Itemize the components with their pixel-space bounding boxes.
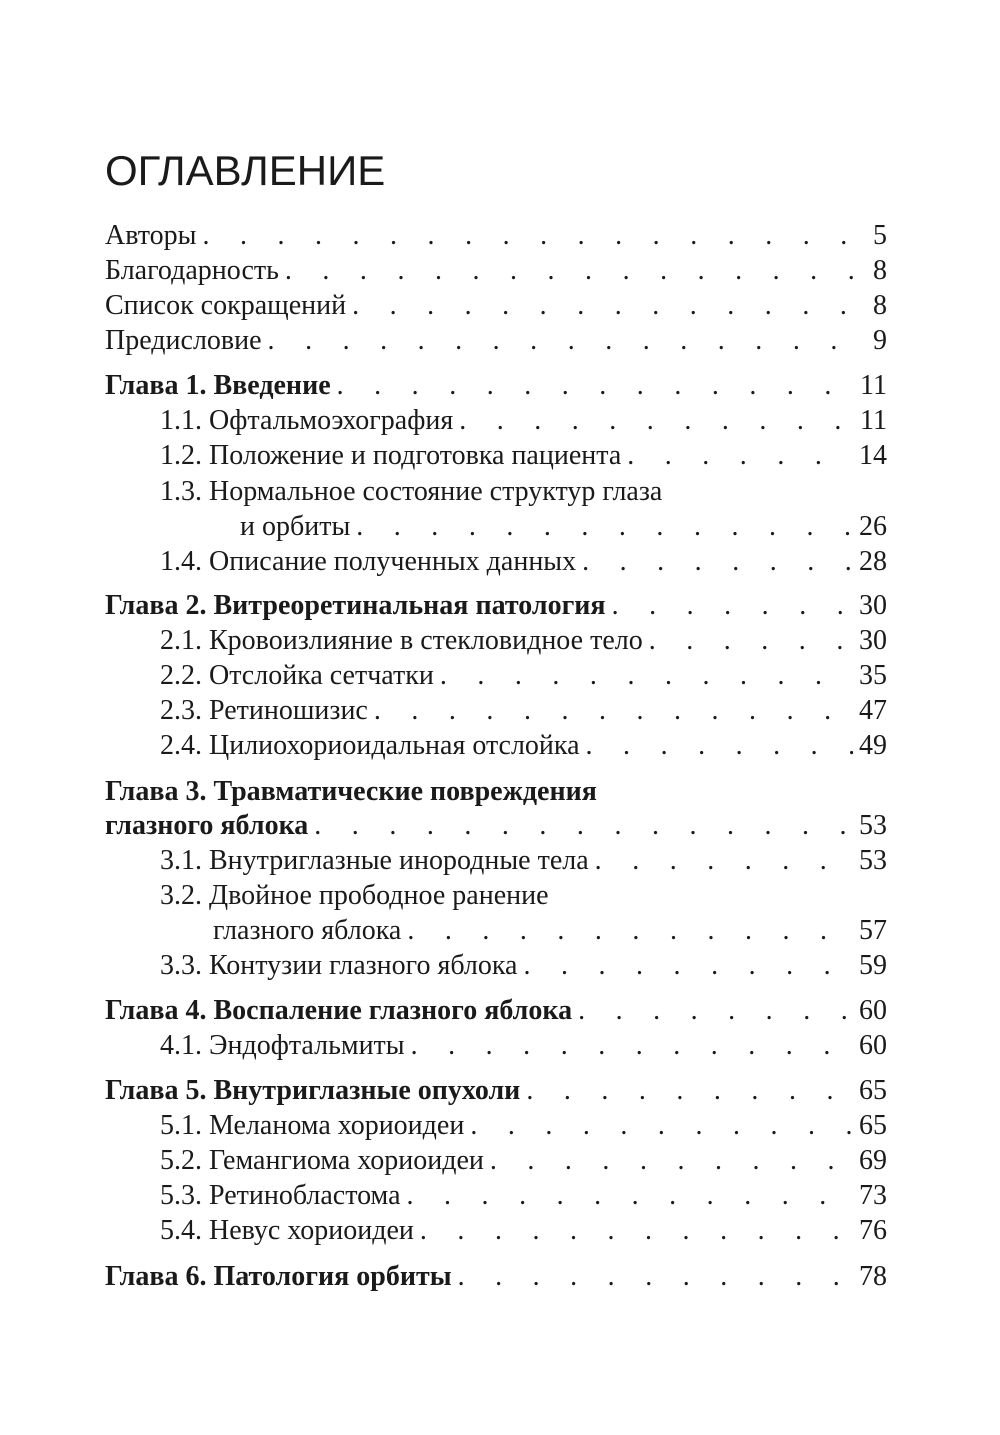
dot-leader bbox=[268, 323, 867, 359]
dot-leader bbox=[586, 728, 853, 764]
chapter-label-cont: глазного яблока bbox=[105, 810, 309, 841]
dot-leader bbox=[440, 658, 853, 694]
dot-leader bbox=[523, 948, 853, 984]
section-label-cont: и орбиты bbox=[240, 511, 351, 542]
section-label: 5.3. Ретинобластома bbox=[160, 1180, 401, 1211]
dot-leader bbox=[470, 1108, 853, 1144]
entry-page: 65 bbox=[859, 1075, 887, 1106]
dot-leader bbox=[612, 588, 853, 624]
entry-page: 69 bbox=[859, 1145, 887, 1176]
toc-entry-acknowledgements[interactable] bbox=[0, 253, 1000, 289]
entry-page: 78 bbox=[859, 1261, 887, 1292]
toc-section-5-4[interactable] bbox=[0, 1213, 1000, 1249]
section-label: 3.1. Внутриглазные инородные тела bbox=[160, 845, 589, 876]
toc-section-1-3-cont[interactable] bbox=[0, 509, 1000, 545]
dot-leader bbox=[526, 1073, 853, 1109]
dot-leader bbox=[314, 808, 853, 844]
section-label: 1.1. Офтальмоэхография bbox=[160, 405, 454, 436]
dot-leader bbox=[407, 913, 853, 949]
entry-page: 59 bbox=[859, 950, 887, 981]
toc-section-2-3[interactable] bbox=[0, 693, 1000, 729]
section-label: 5.4. Невус хориоидеи bbox=[160, 1215, 414, 1246]
chapter-label: Глава 4. Воспаление глазного яблока bbox=[105, 995, 573, 1026]
toc-section-3-2[interactable] bbox=[0, 878, 1000, 914]
toc-section-1-4[interactable] bbox=[0, 544, 1000, 580]
dot-leader bbox=[595, 843, 853, 879]
dot-leader bbox=[459, 403, 854, 439]
toc-chapter-5[interactable] bbox=[0, 1073, 1000, 1109]
toc-section-5-1[interactable] bbox=[0, 1108, 1000, 1144]
entry-label: Предисловие bbox=[105, 325, 262, 356]
dot-leader bbox=[458, 1259, 853, 1295]
entry-page: 65 bbox=[859, 1110, 887, 1141]
entry-page: 30 bbox=[859, 590, 887, 621]
toc-chapter-3[interactable] bbox=[0, 774, 1000, 810]
toc-section-2-4[interactable] bbox=[0, 728, 1000, 764]
section-label: 2.3. Ретиношизис bbox=[160, 695, 368, 726]
section-label: 1.4. Описание полученных данных bbox=[160, 546, 577, 577]
entry-page: 60 bbox=[859, 995, 887, 1026]
entry-label: Авторы bbox=[105, 220, 197, 251]
section-label: 1.3. Нормальное состояние структур глаза bbox=[160, 476, 663, 507]
dot-leader bbox=[407, 1178, 853, 1214]
dot-leader bbox=[420, 1213, 853, 1249]
toc-section-3-3[interactable] bbox=[0, 948, 1000, 984]
dot-leader bbox=[337, 368, 854, 404]
section-label: 2.2. Отслойка сетчатки bbox=[160, 660, 434, 691]
toc-section-2-1[interactable] bbox=[0, 623, 1000, 659]
toc-entry-authors[interactable] bbox=[0, 218, 1000, 254]
toc-section-2-2[interactable] bbox=[0, 658, 1000, 694]
toc-section-3-2-cont[interactable] bbox=[0, 913, 1000, 949]
entry-page: 76 bbox=[859, 1215, 887, 1246]
entry-page: 11 bbox=[860, 405, 887, 436]
dot-leader bbox=[356, 509, 853, 545]
chapter-label: Глава 3. Травматические повреждения bbox=[105, 776, 597, 807]
toc-section-5-3[interactable] bbox=[0, 1178, 1000, 1214]
toc-chapter-6[interactable] bbox=[0, 1259, 1000, 1295]
entry-page: 57 bbox=[859, 915, 887, 946]
toc-entry-preface[interactable] bbox=[0, 323, 1000, 359]
dot-leader bbox=[627, 438, 853, 474]
entry-page: 26 bbox=[859, 511, 887, 542]
chapter-label: Глава 1. Введение bbox=[105, 370, 331, 401]
dot-leader bbox=[202, 218, 867, 254]
chapter-label: Глава 2. Витреоретинальная патология bbox=[105, 590, 606, 621]
dot-leader bbox=[374, 693, 853, 729]
toc-section-1-2[interactable] bbox=[0, 438, 1000, 474]
dot-leader bbox=[578, 993, 853, 1029]
section-label-cont: глазного яблока bbox=[213, 915, 402, 946]
section-label: 5.2. Гемангиома хориоидеи bbox=[160, 1145, 484, 1176]
entry-page: 14 bbox=[859, 440, 887, 471]
section-label: 4.1. Эндофтальмиты bbox=[160, 1030, 405, 1061]
dot-leader bbox=[490, 1143, 853, 1179]
toc-chapter-1[interactable] bbox=[0, 368, 1000, 404]
toc-section-1-3[interactable] bbox=[0, 474, 1000, 510]
toc-chapter-4[interactable] bbox=[0, 993, 1000, 1029]
entry-page: 9 bbox=[873, 325, 887, 356]
entry-label: Список сокращений bbox=[105, 290, 347, 321]
entry-page: 53 bbox=[859, 845, 887, 876]
entry-page: 60 bbox=[859, 1030, 887, 1061]
entry-page: 11 bbox=[860, 370, 887, 401]
toc-section-1-1[interactable] bbox=[0, 403, 1000, 439]
section-label: 2.4. Цилиохориоидальная отслойка bbox=[160, 730, 580, 761]
entry-page: 49 bbox=[859, 730, 887, 761]
entry-label: Благодарность bbox=[105, 255, 279, 286]
dot-leader bbox=[582, 544, 853, 580]
entry-page: 5 bbox=[873, 220, 887, 251]
entry-page: 30 bbox=[859, 625, 887, 656]
section-label: 3.3. Контузии глазного яблока bbox=[160, 950, 518, 981]
toc-title: ОГЛАВЛЕНИЕ bbox=[105, 147, 386, 194]
toc-entry-abbreviations[interactable] bbox=[0, 288, 1000, 324]
entry-page: 35 bbox=[859, 660, 887, 691]
section-label: 3.2. Двойное прободное ранение bbox=[160, 880, 549, 911]
dot-leader bbox=[411, 1028, 853, 1064]
chapter-label: Глава 5. Внутриглазные опухоли bbox=[105, 1075, 521, 1106]
toc-section-5-2[interactable] bbox=[0, 1143, 1000, 1179]
entry-page: 8 bbox=[873, 255, 887, 286]
toc-chapter-3-cont[interactable] bbox=[0, 808, 1000, 844]
entry-page: 73 bbox=[859, 1180, 887, 1211]
entry-page: 28 bbox=[859, 546, 887, 577]
section-label: 1.2. Положение и подготовка пациента bbox=[160, 440, 622, 471]
entry-page: 53 bbox=[859, 810, 887, 841]
toc-section-4-1[interactable] bbox=[0, 1028, 1000, 1064]
dot-leader bbox=[649, 623, 853, 659]
toc-chapter-2[interactable] bbox=[0, 588, 1000, 624]
entry-page: 8 bbox=[873, 290, 887, 321]
chapter-label: Глава 6. Патология орбиты bbox=[105, 1261, 452, 1292]
section-label: 2.1. Кровоизлияние в стекловидное тело bbox=[160, 625, 643, 656]
section-label: 5.1. Меланома хориоидеи bbox=[160, 1110, 465, 1141]
entry-page: 47 bbox=[859, 695, 887, 726]
toc-section-3-1[interactable] bbox=[0, 843, 1000, 879]
dot-leader bbox=[285, 253, 867, 289]
dot-leader bbox=[352, 288, 867, 324]
